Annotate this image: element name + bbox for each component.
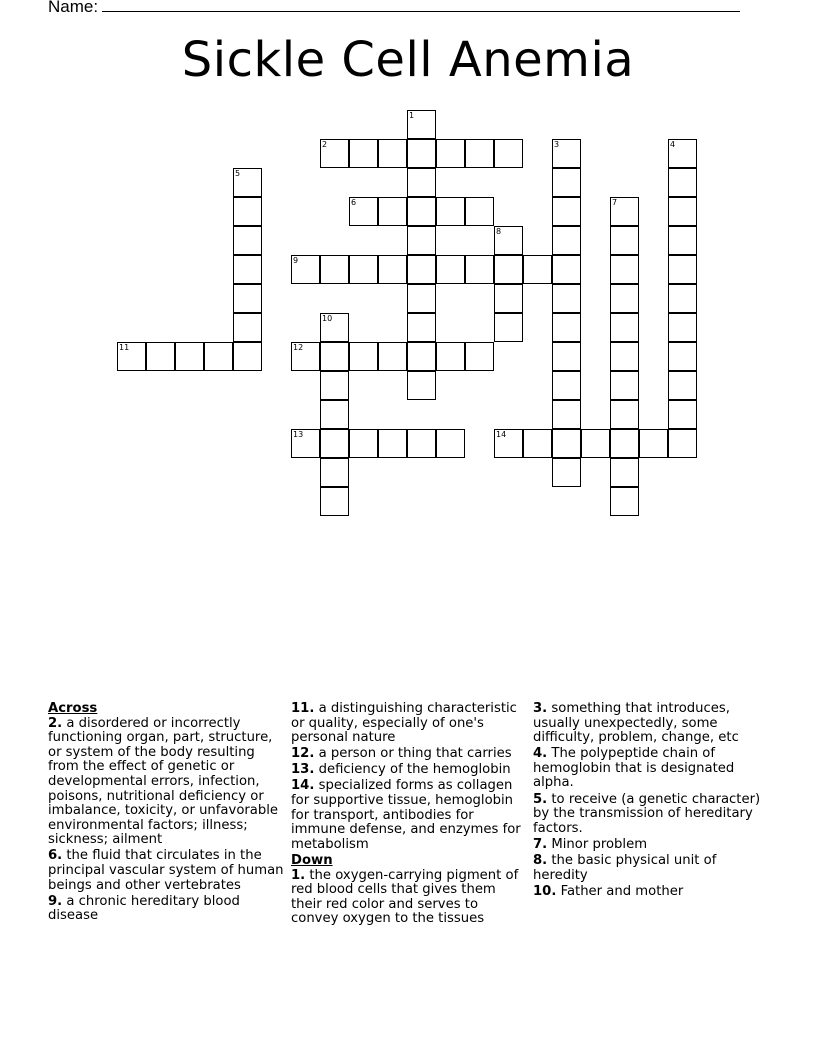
clue-column-2	[291, 702, 527, 928]
grid-cell[interactable]	[552, 458, 581, 487]
grid-cell[interactable]	[349, 342, 378, 371]
grid-cell[interactable]	[668, 139, 697, 168]
grid-cell[interactable]	[668, 400, 697, 429]
clue-column-1	[48, 702, 284, 925]
grid-cell[interactable]	[378, 429, 407, 458]
cell-number: 10	[322, 314, 333, 323]
cell-number: 8	[496, 227, 502, 236]
grid-cell[interactable]	[494, 429, 523, 458]
clue-number: 3.	[533, 701, 548, 716]
clue-text: The polypeptide chain of hemoglobin that is designated alpha.	[533, 746, 735, 791]
clue-text: Father and mother	[560, 883, 684, 899]
cell-number: 14	[496, 430, 507, 439]
clue-item	[533, 854, 769, 883]
clue-item	[533, 747, 769, 791]
clue-number: 11.	[291, 701, 315, 716]
grid-cell[interactable]	[378, 197, 407, 226]
clue-number: 5.	[533, 791, 548, 807]
clue-item	[533, 702, 769, 746]
grid-cell[interactable]	[146, 342, 175, 371]
grid-cell[interactable]	[610, 284, 639, 313]
clue-text: a disordered or incorrectly functioning organ, part, structure, or system of the body resulting from the effect of genetic or developmental errors, infection, poisons, nutritional deficiency or imbalance, toxicity, or unfavorable environmental factors; illness; sickness; ailment	[48, 715, 279, 848]
grid-cell[interactable]	[291, 342, 320, 371]
clue-number: 7.	[533, 836, 548, 852]
grid-cell[interactable]	[291, 255, 320, 284]
cell-number: 5	[235, 169, 241, 178]
grid-cell[interactable]	[552, 342, 581, 371]
clue-item	[533, 793, 769, 837]
grid-cell[interactable]	[668, 429, 697, 458]
grid-cell[interactable]	[436, 429, 465, 458]
grid-cell[interactable]	[349, 255, 378, 284]
down-heading: Down	[291, 852, 333, 868]
grid-cell[interactable]	[407, 255, 436, 284]
clue-number: 1.	[291, 867, 306, 883]
grid-cell[interactable]	[494, 313, 523, 342]
grid-cell[interactable]	[407, 110, 436, 139]
grid-cell[interactable]	[349, 197, 378, 226]
grid-cell[interactable]	[436, 197, 465, 226]
page-title: Sickle Cell Anemia	[181, 32, 635, 88]
grid-cell[interactable]	[494, 284, 523, 313]
cell-number: 11	[119, 343, 130, 352]
clue-column-3	[533, 702, 769, 901]
clue-number: 12.	[291, 746, 315, 762]
grid-cell[interactable]	[465, 342, 494, 371]
grid-cell[interactable]	[494, 255, 523, 284]
grid-cell[interactable]	[204, 342, 233, 371]
grid-cell[interactable]	[668, 255, 697, 284]
grid-cell[interactable]	[668, 342, 697, 371]
cell-number: 6	[351, 198, 357, 207]
grid-cell[interactable]	[436, 139, 465, 168]
grid-cell[interactable]	[320, 342, 349, 371]
grid-cell[interactable]	[378, 255, 407, 284]
grid-cell[interactable]	[610, 197, 639, 226]
grid-cell[interactable]	[465, 139, 494, 168]
clue-number: 2.	[48, 715, 63, 731]
grid-cell[interactable]	[494, 139, 523, 168]
grid-cell[interactable]	[233, 284, 262, 313]
grid-cell[interactable]	[552, 313, 581, 342]
clue-item	[291, 779, 527, 852]
clue-number: 9.	[48, 893, 63, 909]
grid-cell[interactable]	[552, 429, 581, 458]
grid-cell[interactable]	[581, 429, 610, 458]
clue-text: the basic physical unit of heredity	[533, 852, 717, 883]
clue-text: the oxygen-carrying pigment of red blood cells that gives them their red color and serves to convey oxygen to the tissues	[291, 867, 519, 927]
clue-item	[291, 869, 527, 927]
grid-cell[interactable]	[610, 429, 639, 458]
clue-text: Minor problem	[551, 836, 648, 852]
grid-cell[interactable]	[320, 371, 349, 400]
clue-number: 13.	[291, 762, 315, 778]
clue-item	[48, 717, 284, 848]
clue-item	[291, 747, 527, 762]
cell-number: 1	[409, 111, 415, 120]
grid-cell[interactable]	[233, 255, 262, 284]
grid-cell[interactable]	[233, 342, 262, 371]
grid-cell[interactable]	[610, 400, 639, 429]
clue-text: a person or thing that carries	[318, 746, 512, 762]
cell-number: 13	[293, 430, 304, 439]
clue-text: something that introduces, usually unexpectedly, some difficulty, problem, change, etc	[533, 701, 739, 746]
grid-cell[interactable]	[407, 168, 436, 197]
cell-number: 12	[293, 343, 304, 352]
grid-cell[interactable]	[552, 197, 581, 226]
name-label: Name:	[48, 0, 99, 16]
across-heading: Across	[48, 701, 98, 716]
grid-cell[interactable]	[552, 255, 581, 284]
grid-cell[interactable]	[639, 429, 668, 458]
clue-item	[291, 763, 527, 778]
grid-cell[interactable]	[233, 313, 262, 342]
grid-cell[interactable]	[233, 197, 262, 226]
grid-cell[interactable]	[320, 458, 349, 487]
grid-cell[interactable]	[610, 458, 639, 487]
grid-cell[interactable]	[552, 168, 581, 197]
clue-item	[533, 838, 769, 853]
grid-cell[interactable]	[291, 429, 320, 458]
grid-cell[interactable]	[610, 255, 639, 284]
grid-cell[interactable]	[233, 168, 262, 197]
grid-cell[interactable]	[552, 284, 581, 313]
grid-cell[interactable]	[320, 487, 349, 516]
clue-number: 14.	[291, 778, 315, 794]
grid-cell[interactable]	[436, 342, 465, 371]
grid-cell[interactable]	[436, 255, 465, 284]
grid-cell[interactable]	[668, 168, 697, 197]
grid-cell[interactable]	[320, 255, 349, 284]
grid-cell[interactable]	[349, 429, 378, 458]
grid-cell[interactable]	[552, 400, 581, 429]
grid-cell[interactable]	[523, 255, 552, 284]
grid-cell[interactable]	[407, 371, 436, 400]
clue-text: deficiency of the hemoglobin	[318, 762, 511, 778]
grid-cell[interactable]	[117, 342, 146, 371]
grid-cell[interactable]	[610, 487, 639, 516]
grid-cell[interactable]	[378, 342, 407, 371]
grid-cell[interactable]	[668, 284, 697, 313]
grid-cell[interactable]	[668, 313, 697, 342]
clue-text: specialized forms as collagen for supportive tissue, hemoglobin for transport, antibodies for immune defense, and enzymes for metabolism	[291, 778, 521, 852]
clue-text: the fluid that circulates in the principal vascular system of human beings and other vertebrates	[48, 848, 284, 893]
grid-cell[interactable]	[610, 226, 639, 255]
clue-text: a distinguishing characteristic or quality, especially of one's personal nature	[291, 701, 517, 746]
grid-cell[interactable]	[523, 429, 552, 458]
cell-number: 9	[293, 256, 299, 265]
cell-number: 2	[322, 140, 328, 149]
grid-cell[interactable]	[668, 226, 697, 255]
grid-cell[interactable]	[407, 139, 436, 168]
clue-item	[48, 895, 284, 924]
cell-number: 4	[670, 140, 676, 149]
grid-cell[interactable]	[465, 197, 494, 226]
grid-cell[interactable]	[175, 342, 204, 371]
clue-item	[533, 885, 769, 900]
grid-cell[interactable]	[668, 197, 697, 226]
clue-item	[291, 702, 527, 746]
grid-cell[interactable]	[320, 429, 349, 458]
clue-text: to receive (a genetic character) by the transmission of hereditary factors.	[533, 791, 761, 836]
grid-cell[interactable]	[407, 284, 436, 313]
grid-cell[interactable]	[552, 226, 581, 255]
grid-cell[interactable]	[378, 139, 407, 168]
grid-cell[interactable]	[494, 226, 523, 255]
grid-cell[interactable]	[320, 400, 349, 429]
grid-cell[interactable]	[407, 342, 436, 371]
grid-cell[interactable]	[320, 139, 349, 168]
clue-item	[48, 849, 284, 893]
cell-number: 3	[554, 140, 560, 149]
grid-cell[interactable]	[407, 313, 436, 342]
grid-cell[interactable]	[610, 313, 639, 342]
grid-cell[interactable]	[552, 371, 581, 400]
grid-cell[interactable]	[610, 342, 639, 371]
grid-cell[interactable]	[407, 197, 436, 226]
grid-cell[interactable]	[320, 313, 349, 342]
grid-cell[interactable]	[349, 139, 378, 168]
grid-cell[interactable]	[407, 226, 436, 255]
clue-number: 8.	[533, 852, 548, 868]
clue-text: a chronic hereditary blood disease	[48, 893, 240, 924]
grid-cell[interactable]	[233, 226, 262, 255]
grid-cell[interactable]	[407, 429, 436, 458]
clue-number: 4.	[533, 746, 548, 762]
grid-cell[interactable]	[465, 255, 494, 284]
clue-number: 6.	[48, 848, 63, 864]
grid-cell[interactable]	[668, 371, 697, 400]
cell-number: 7	[612, 198, 618, 207]
grid-cell[interactable]	[610, 371, 639, 400]
grid-cell[interactable]	[552, 139, 581, 168]
clue-number: 10.	[533, 883, 557, 899]
